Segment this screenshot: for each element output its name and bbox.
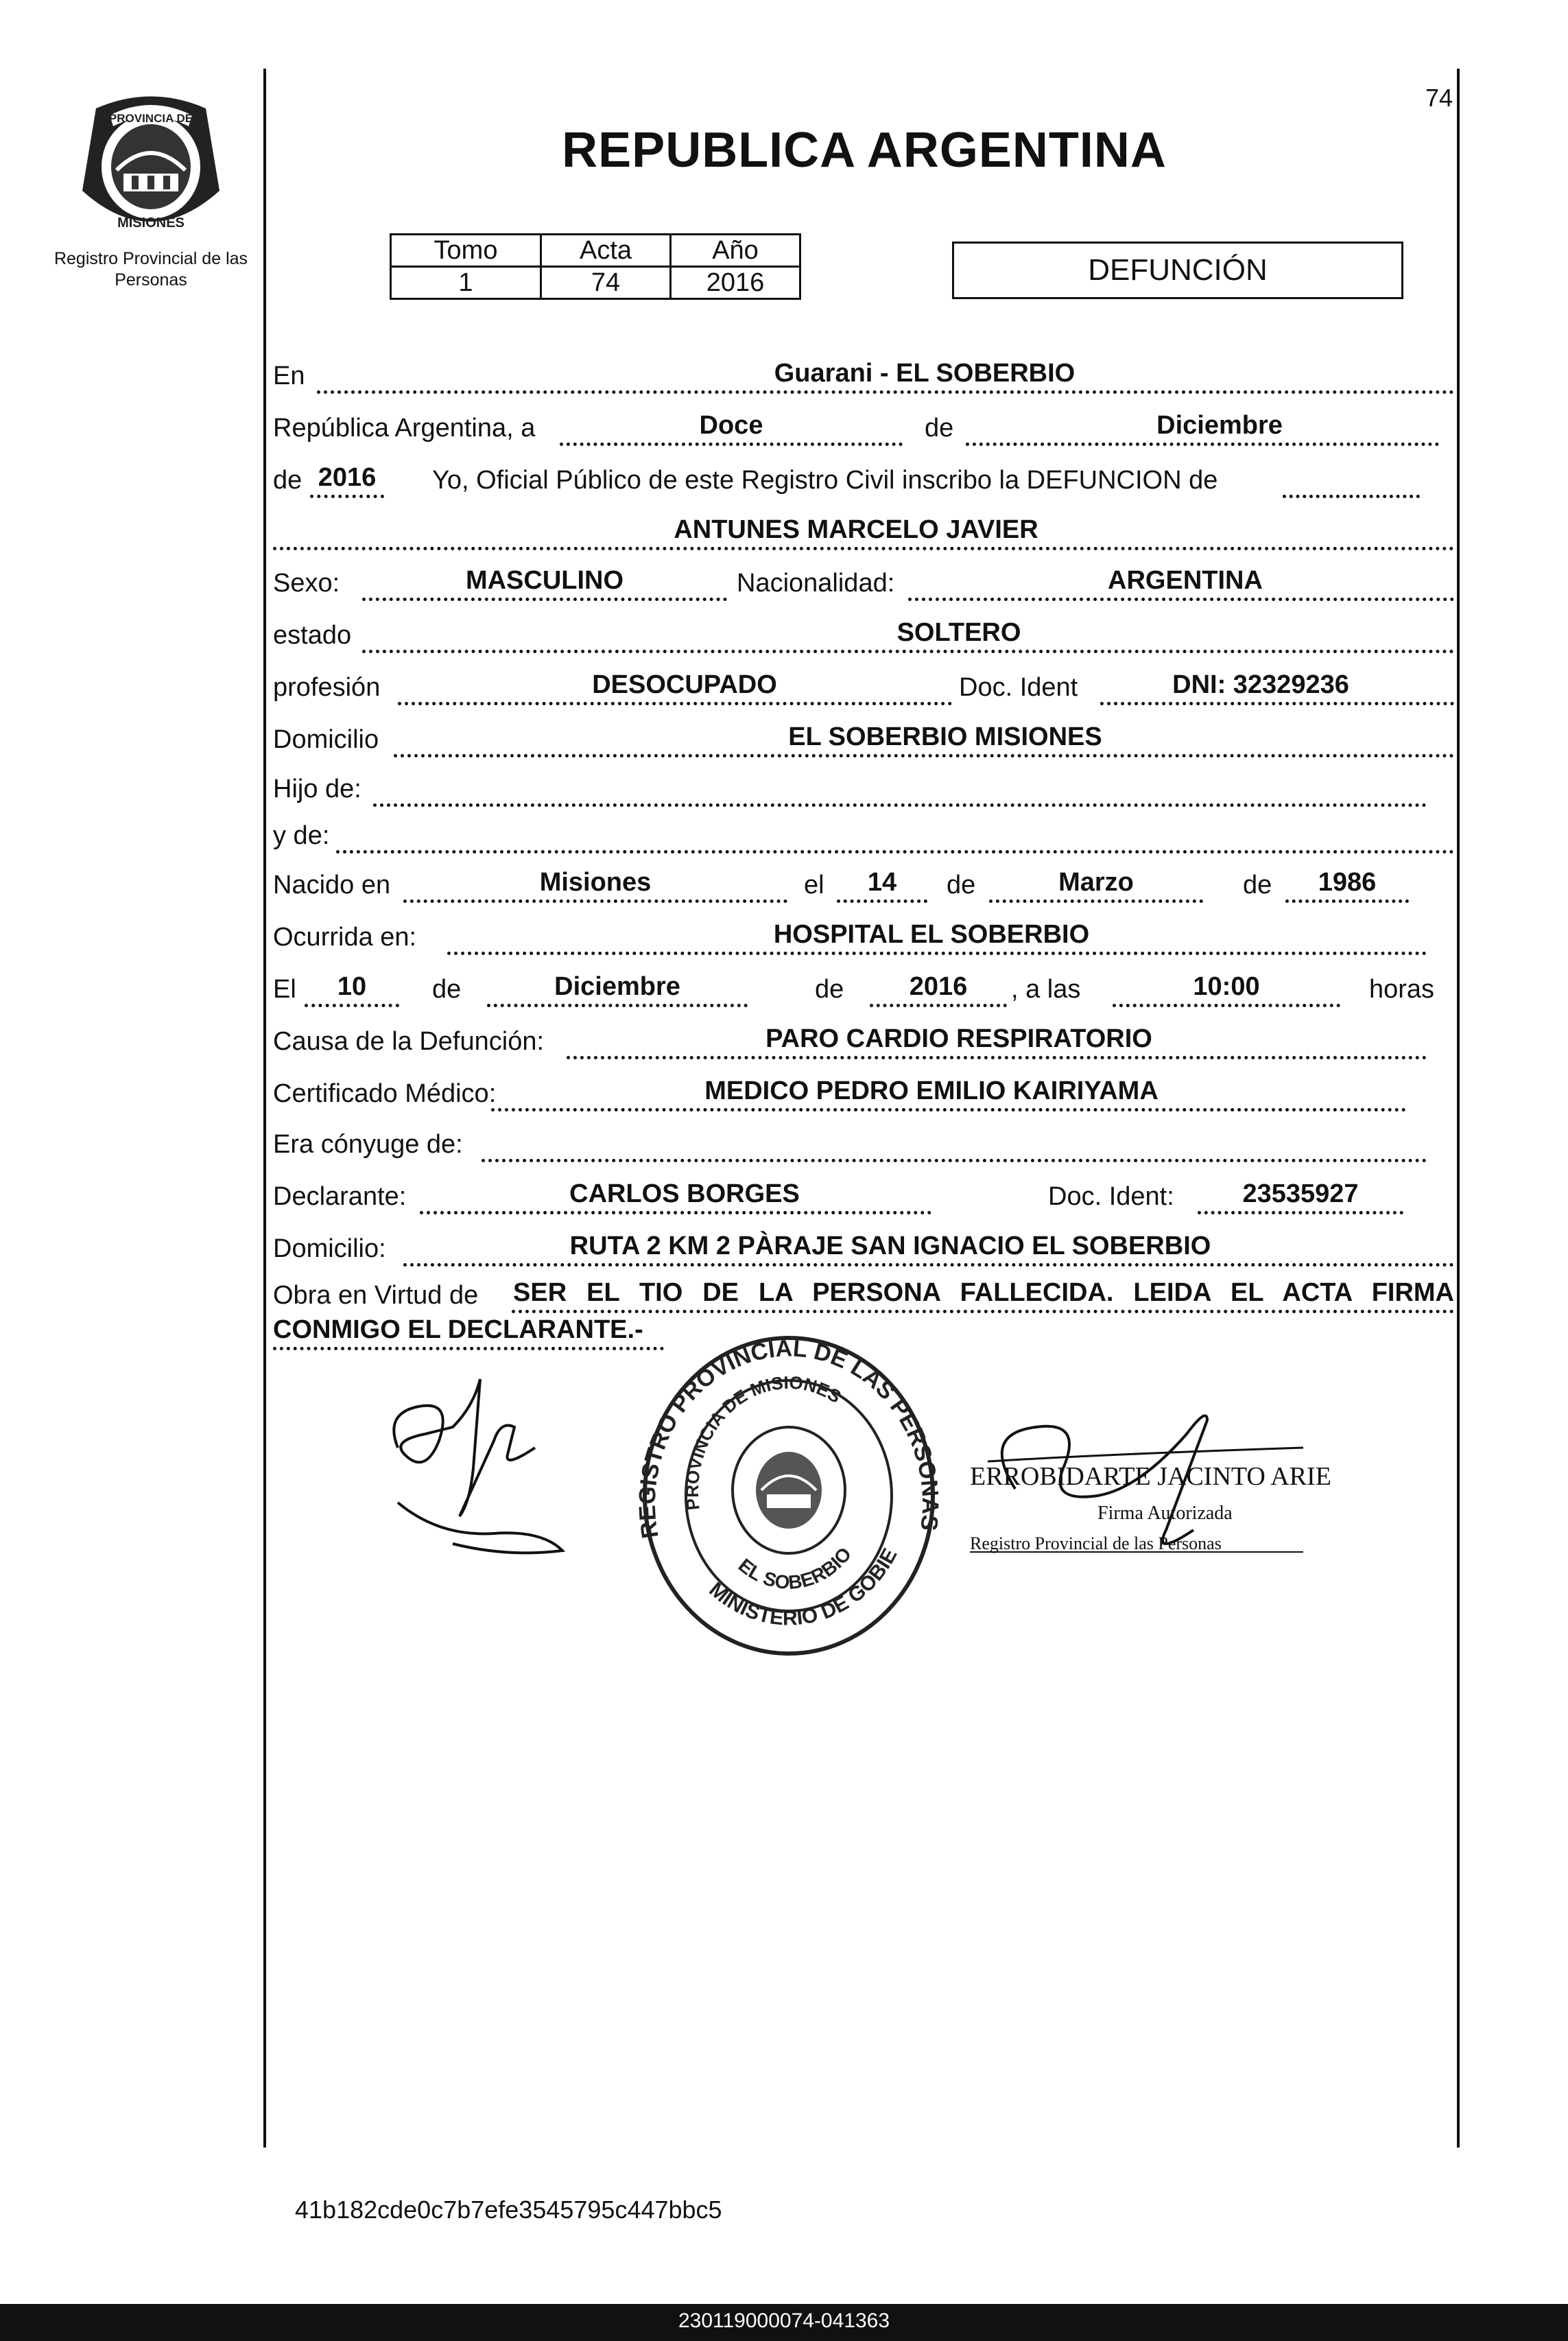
row-causa bbox=[273, 1022, 1454, 1063]
row-declarante bbox=[273, 1177, 1454, 1219]
logo-caption: Registro Provincial de las Personas bbox=[54, 249, 248, 290]
label-de: de bbox=[432, 975, 462, 1004]
row-domicilio bbox=[273, 720, 1454, 762]
label-y-de: y de: bbox=[273, 821, 330, 850]
register-header-acta: Acta bbox=[541, 235, 671, 267]
label-de: de bbox=[925, 414, 954, 443]
value-estado: SOLTERO bbox=[896, 618, 1021, 647]
register-value-acta: 74 bbox=[541, 267, 671, 299]
value-nombre: ANTUNES MARCELO JAVIER bbox=[674, 515, 1038, 544]
row-certificado bbox=[273, 1074, 1454, 1116]
dotted-line bbox=[373, 776, 1427, 807]
register-header-anio: Año bbox=[671, 235, 800, 267]
label-en: En bbox=[273, 362, 305, 390]
stamp-bottom-text: MINISTERIO DE GOBIE bbox=[704, 1544, 902, 1630]
document-hash: 41b182cde0c7b7efe3545795c447bbc5 bbox=[295, 2196, 722, 2224]
logo-text-top: PROVINCIA DE bbox=[108, 112, 193, 125]
dotted-line bbox=[1283, 467, 1420, 498]
label-certificado: Certificado Médico: bbox=[273, 1079, 497, 1108]
value-declarante: CARLOS BORGES bbox=[569, 1179, 800, 1208]
footer-code: 230119000074-041363 bbox=[678, 2309, 890, 2332]
value-obra-2: CONMIGO EL DECLARANTE.- bbox=[273, 1315, 643, 1344]
value-def-anio: 2016 bbox=[909, 972, 968, 1001]
value-nacido: Misiones bbox=[539, 868, 652, 897]
label-republica: República Argentina, a bbox=[273, 414, 536, 443]
row-hijo bbox=[273, 770, 1454, 811]
row-yo bbox=[273, 461, 1454, 502]
label-de: de bbox=[1243, 871, 1272, 899]
page-title: REPUBLICA ARGENTINA bbox=[562, 123, 1167, 178]
dotted-line bbox=[482, 1131, 1427, 1162]
value-decl-domicilio: RUTA 2 KM 2 PÀRAJE SAN IGNACIO EL SOBERBIO bbox=[569, 1232, 1211, 1260]
label-nacionalidad: Nacionalidad: bbox=[737, 569, 895, 598]
declarant-signature bbox=[357, 1365, 604, 1571]
logo-text-bottom: MISIONES bbox=[117, 215, 185, 231]
register-value-tomo: 1 bbox=[391, 267, 541, 299]
label-decl-domicilio: Domicilio: bbox=[273, 1234, 386, 1263]
official-role: Firma Autorizada bbox=[1097, 1503, 1233, 1524]
register-header-tomo: Tomo bbox=[391, 235, 541, 267]
value-profesion: DESOCUPADO bbox=[592, 670, 777, 699]
value-sexo: MASCULINO bbox=[465, 566, 624, 595]
value-nac-anio: 1986 bbox=[1318, 868, 1377, 897]
row-decl-domicilio bbox=[273, 1230, 1454, 1271]
value-hora: 10:00 bbox=[1193, 972, 1260, 1001]
label-el: El bbox=[273, 975, 296, 1004]
value-domicilio: EL SOBERBIO MISIONES bbox=[788, 722, 1102, 751]
label-de: de bbox=[947, 871, 976, 899]
value-obra-1: SER EL TIO DE LA PERSONA FALLECIDA. LEIDA EL ACTA FIRMA bbox=[513, 1278, 1454, 1307]
label-declarante: Declarante: bbox=[273, 1182, 407, 1211]
official-stamp bbox=[638, 1331, 940, 1660]
label-nacido: Nacido en bbox=[273, 871, 391, 899]
value-anio: 2016 bbox=[318, 463, 377, 492]
province-logo bbox=[69, 88, 233, 246]
left-margin-line bbox=[263, 69, 266, 2148]
row-date bbox=[273, 409, 1454, 450]
label-a-las: , a las bbox=[1011, 975, 1081, 1004]
value-nac-mes: Marzo bbox=[1058, 868, 1134, 897]
label-conyuge: Era cónyuge de: bbox=[273, 1130, 463, 1159]
row-nacido bbox=[273, 866, 1454, 907]
label-sexo: Sexo: bbox=[273, 569, 340, 598]
label-estado: estado bbox=[273, 621, 352, 650]
value-ocurrida: HOSPITAL EL SOBERBIO bbox=[773, 920, 1090, 949]
record-type-box: DEFUNCIÓN bbox=[952, 242, 1403, 299]
value-certificado: MEDICO PEDRO EMILIO KAIRIYAMA bbox=[704, 1077, 1159, 1105]
row-ocurrida bbox=[273, 918, 1454, 959]
label-el: el bbox=[804, 871, 824, 899]
register-table bbox=[390, 233, 801, 300]
row-en bbox=[273, 357, 1454, 398]
stamp-outer-text: R ISTRO PROVINCIAL DE LAS PERSO bbox=[638, 1335, 940, 1540]
label-causa: Causa de la Defunción: bbox=[273, 1027, 545, 1056]
label-doc-ident: Doc. Ident bbox=[959, 673, 1078, 702]
label-domicilio: Domicilio bbox=[273, 725, 379, 754]
label-de: de bbox=[273, 466, 302, 495]
label-obra: Obra en Virtud de bbox=[273, 1281, 479, 1310]
label-decl-doc: Doc. Ident: bbox=[1048, 1182, 1174, 1211]
row-estado bbox=[273, 616, 1454, 657]
right-margin-line bbox=[1457, 69, 1460, 2148]
row-profesion bbox=[273, 668, 1454, 709]
value-def-dia: 10 bbox=[337, 972, 367, 1001]
page-number: 74 bbox=[1425, 84, 1453, 112]
dotted-line bbox=[336, 823, 1454, 854]
official-signature-block bbox=[960, 1393, 1331, 1571]
row-obra bbox=[273, 1276, 1454, 1317]
official-name: ERROBIDARTE JACINTO ARIEL bbox=[970, 1462, 1331, 1491]
register-value-anio: 2016 bbox=[671, 267, 800, 299]
row-sexo bbox=[273, 564, 1454, 605]
value-def-mes: Diciembre bbox=[554, 972, 680, 1001]
stamp-inner-text: PROVINCIA DE MISIONES bbox=[681, 1372, 845, 1511]
row-nombre bbox=[273, 513, 1454, 554]
value-doc-ident: DNI: 32329236 bbox=[1172, 670, 1349, 699]
value-nacionalidad: ARGENTINA bbox=[1108, 566, 1263, 595]
value-dia: Doce bbox=[699, 411, 763, 440]
value-nac-dia: 14 bbox=[867, 868, 897, 897]
row-fecha-defuncion bbox=[273, 970, 1454, 1011]
stamp-place-text: EL SOBERBIO bbox=[734, 1543, 856, 1594]
label-profesion: profesión bbox=[273, 673, 381, 702]
row-conyuge bbox=[273, 1125, 1454, 1166]
row-y-de bbox=[273, 816, 1454, 858]
label-yo: Yo, Oficial Público de este Registro Civil inscribo la DEFUNCION de bbox=[432, 466, 1218, 495]
value-causa: PARO CARDIO RESPIRATORIO bbox=[765, 1024, 1152, 1053]
value-decl-doc: 23535927 bbox=[1242, 1179, 1359, 1208]
label-de: de bbox=[815, 975, 844, 1004]
label-horas: horas bbox=[1369, 975, 1435, 1004]
value-en: Guarani - EL SOBERBIO bbox=[774, 359, 1076, 388]
label-hijo: Hijo de: bbox=[273, 775, 361, 803]
label-ocurrida: Ocurrida en: bbox=[273, 923, 417, 952]
value-mes: Diciembre bbox=[1156, 411, 1283, 440]
official-office: Registro Provincial de las Personas bbox=[970, 1533, 1222, 1553]
